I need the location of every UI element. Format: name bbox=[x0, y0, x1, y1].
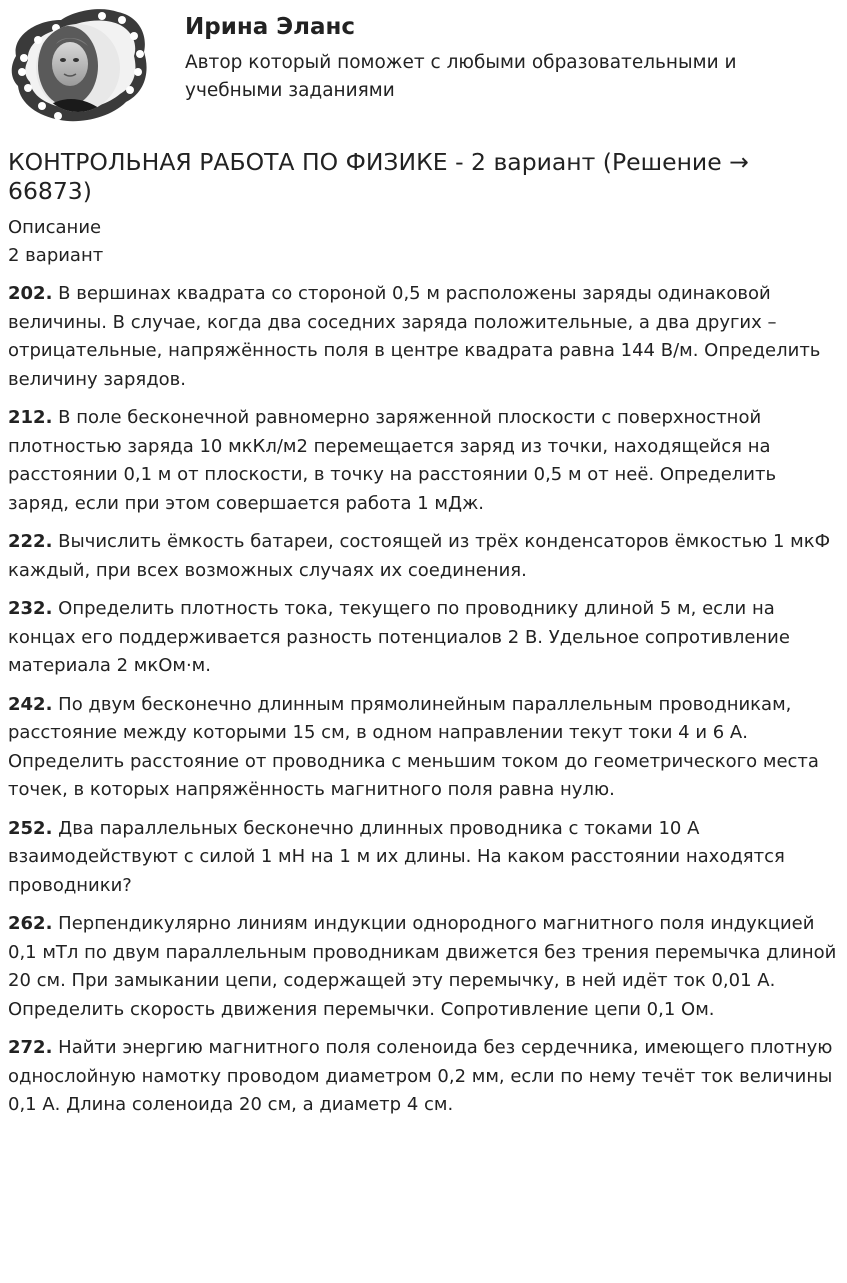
problem-text: В поле бесконечной равномерно заряженной плоскости с поверхностной плотностью заряда 10 мкКл/м2 перемещается заряд из точки, находящейся на расстоянии 0,1 м от плоскости, в точку на расстоянии 0,5 м от неё. Определить заряд, если при этом совершается работа 1 мДж. bbox=[8, 407, 777, 514]
problem-item bbox=[8, 280, 838, 394]
problem-text: По двум бесконечно длинным прямолинейным параллельным проводникам, расстояние между которыми 15 см, в одном направлении текут токи 4 и 6 А. Определить расстояние от проводника с меньшим током до геометрического места точек, в которых напряжённость магнитного поля равна нулю. bbox=[8, 693, 819, 800]
problem-number: 222. bbox=[8, 531, 53, 552]
problem-text: Вычислить ёмкость батареи, состоящей из трёх конденсаторов ёмкостью 1 мкФ каждый, при всех возможных случаях их соединения. bbox=[8, 531, 831, 581]
variant-label: 2 вариант bbox=[8, 245, 104, 266]
description-label: Описание bbox=[8, 217, 102, 238]
problem-text: Найти энергию магнитного поля соленоида без сердечника, имеющего плотную однослойную намотку проводом диаметром 0,2 мм, если по нему течёт ток величины 0,1 А. Длина соленоида 20 см, а диаметр 4 см. bbox=[8, 1037, 833, 1115]
author-header bbox=[0, 0, 847, 140]
avatar-icon bbox=[6, 6, 152, 128]
problem-item bbox=[8, 528, 838, 585]
problem-item bbox=[8, 404, 838, 518]
document-title: КОНТРОЛЬНАЯ РАБОТА ПО ФИЗИКЕ - 2 вариант (Решение → 66873) bbox=[8, 148, 749, 205]
problem-item bbox=[8, 815, 838, 901]
problem-item bbox=[8, 1034, 838, 1120]
author-description: Автор который поможет с любыми образовательными и учебными заданиями bbox=[185, 52, 737, 101]
problem-item bbox=[8, 691, 838, 805]
problem-number: 232. bbox=[8, 598, 53, 619]
problem-number: 202. bbox=[8, 283, 53, 304]
problem-text: В вершинах квадрата со стороной 0,5 м расположены заряды одинаковой величины. В случае, когда два соседних заряда положительные, а два других – отрицательные, напряжённость поля в центре квадрата равна 144 В/м. Определить величину зарядов. bbox=[8, 283, 821, 390]
problem-item bbox=[8, 595, 838, 681]
problem-number: 252. bbox=[8, 817, 53, 839]
problem-number: 272. bbox=[8, 1037, 53, 1058]
problem-number: 242. bbox=[8, 693, 53, 715]
problem-number: 212. bbox=[8, 407, 53, 428]
author-portrait-film-frame[interactable] bbox=[6, 6, 152, 128]
problem-item bbox=[8, 910, 838, 1024]
problem-text: Перпендикулярно линиям индукции однородного магнитного поля индукцией 0,1 мТл по двум параллельным проводникам движется без трения перемычка длиной 20 см. При замыкании цепи, содержащей эту перемычку, в ней идёт ток 0,01 А. Определить скорость движения перемычки. Сопротивление цепи 0,1 Ом. bbox=[8, 913, 837, 1020]
problem-text: Определить плотность тока, текущего по проводнику длиной 5 м, если на концах его поддерживается разность потенциалов 2 В. Удельное сопротивление материала 2 мкОм·м. bbox=[8, 598, 790, 676]
problem-number: 262. bbox=[8, 913, 53, 934]
document-content bbox=[8, 148, 838, 1120]
problem-text: Два параллельных бесконечно длинных проводника с токами 10 А взаимодействуют с силой 1 мН на 1 м их длины. На каком расстоянии находятся проводники? bbox=[8, 817, 785, 896]
author-name[interactable]: Ирина Эланс bbox=[185, 14, 356, 40]
